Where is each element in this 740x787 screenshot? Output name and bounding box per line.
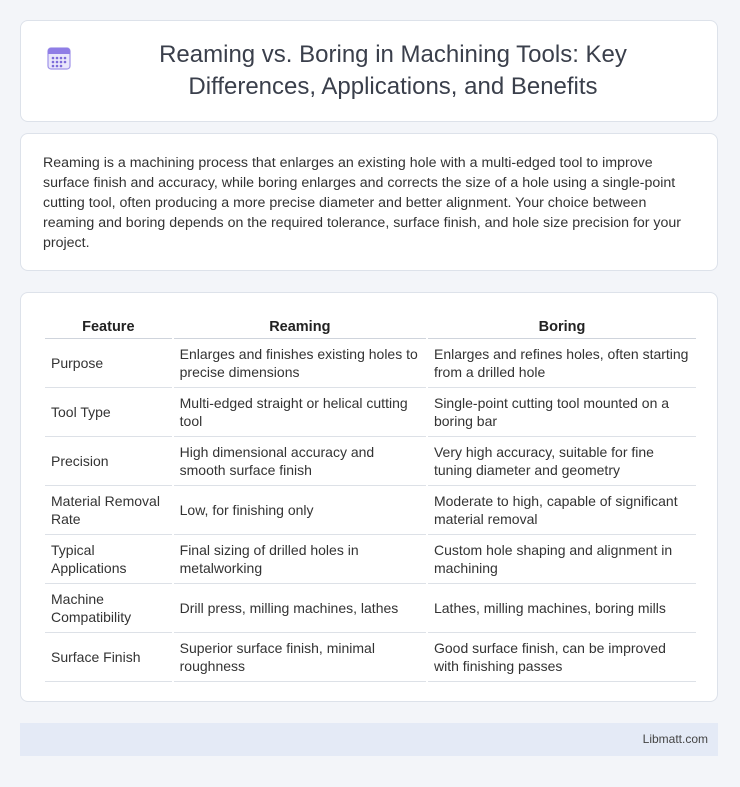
table-row: [45, 535, 696, 584]
feature-cell: Surface Finish: [45, 633, 172, 682]
boring-cell: Lathes, milling machines, boring mills: [428, 584, 696, 633]
boring-cell: Custom hole shaping and alignment in machining: [428, 535, 696, 584]
intro-card: [20, 133, 718, 271]
title-wrap: [21, 21, 717, 121]
intro-paragraph: Reaming is a machining process that enlarges an existing hole with a multi-edged tool to improve surface finish and accuracy, while boring enlarges and corrects the size of a hole using a single-point cutting tool, often producing a more precise diameter and better alignment. Your choice between reaming and boring depends on the required tolerance, surface finish, and hole size precision for your project.: [43, 155, 682, 251]
title-card: [20, 20, 718, 122]
table-row: [45, 633, 696, 682]
footer: [20, 723, 718, 756]
feature-cell: Tool Type: [45, 388, 172, 437]
feature-cell: Purpose: [45, 339, 172, 388]
feature-cell: Machine Compatibility: [45, 584, 172, 633]
reaming-cell: Final sizing of drilled holes in metalworking: [174, 535, 426, 584]
reaming-cell: Multi-edged straight or helical cutting tool: [174, 388, 426, 437]
comparison-card: [20, 292, 718, 702]
table-row: [45, 437, 696, 486]
boring-cell: Good surface finish, can be improved with finishing passes: [428, 633, 696, 682]
page-title: Reaming vs. Boring in Machining Tools: Key Differences, Applications, and Benefits: [159, 41, 627, 100]
table-row: [45, 339, 696, 388]
footer-site-link[interactable]: Libmatt.com: [642, 732, 708, 746]
reaming-cell: High dimensional accuracy and smooth surface finish: [174, 437, 426, 486]
reaming-cell: Drill press, milling machines, lathes: [174, 584, 426, 633]
table-row: [45, 388, 696, 437]
comparison-table: [43, 315, 698, 682]
reaming-cell: Low, for finishing only: [174, 486, 426, 535]
header-boring: Boring: [428, 315, 696, 339]
boring-cell: Single-point cutting tool mounted on a boring bar: [428, 388, 696, 437]
feature-cell: Precision: [45, 437, 172, 486]
table-header-row: [45, 315, 696, 339]
reaming-cell: Enlarges and finishes existing holes to precise dimensions: [174, 339, 426, 388]
table-row: [45, 486, 696, 535]
header-reaming: Reaming: [174, 315, 426, 339]
boring-cell: Moderate to high, capable of significant material removal: [428, 486, 696, 535]
header-feature: Feature: [45, 315, 172, 339]
boring-cell: Very high accuracy, suitable for fine tuning diameter and geometry: [428, 437, 696, 486]
feature-cell: Material Removal Rate: [45, 486, 172, 535]
calendar-icon: [45, 44, 73, 72]
feature-cell: Typical Applications: [45, 535, 172, 584]
reaming-cell: Superior surface finish, minimal roughness: [174, 633, 426, 682]
table-row: [45, 584, 696, 633]
boring-cell: Enlarges and refines holes, often starting from a drilled hole: [428, 339, 696, 388]
